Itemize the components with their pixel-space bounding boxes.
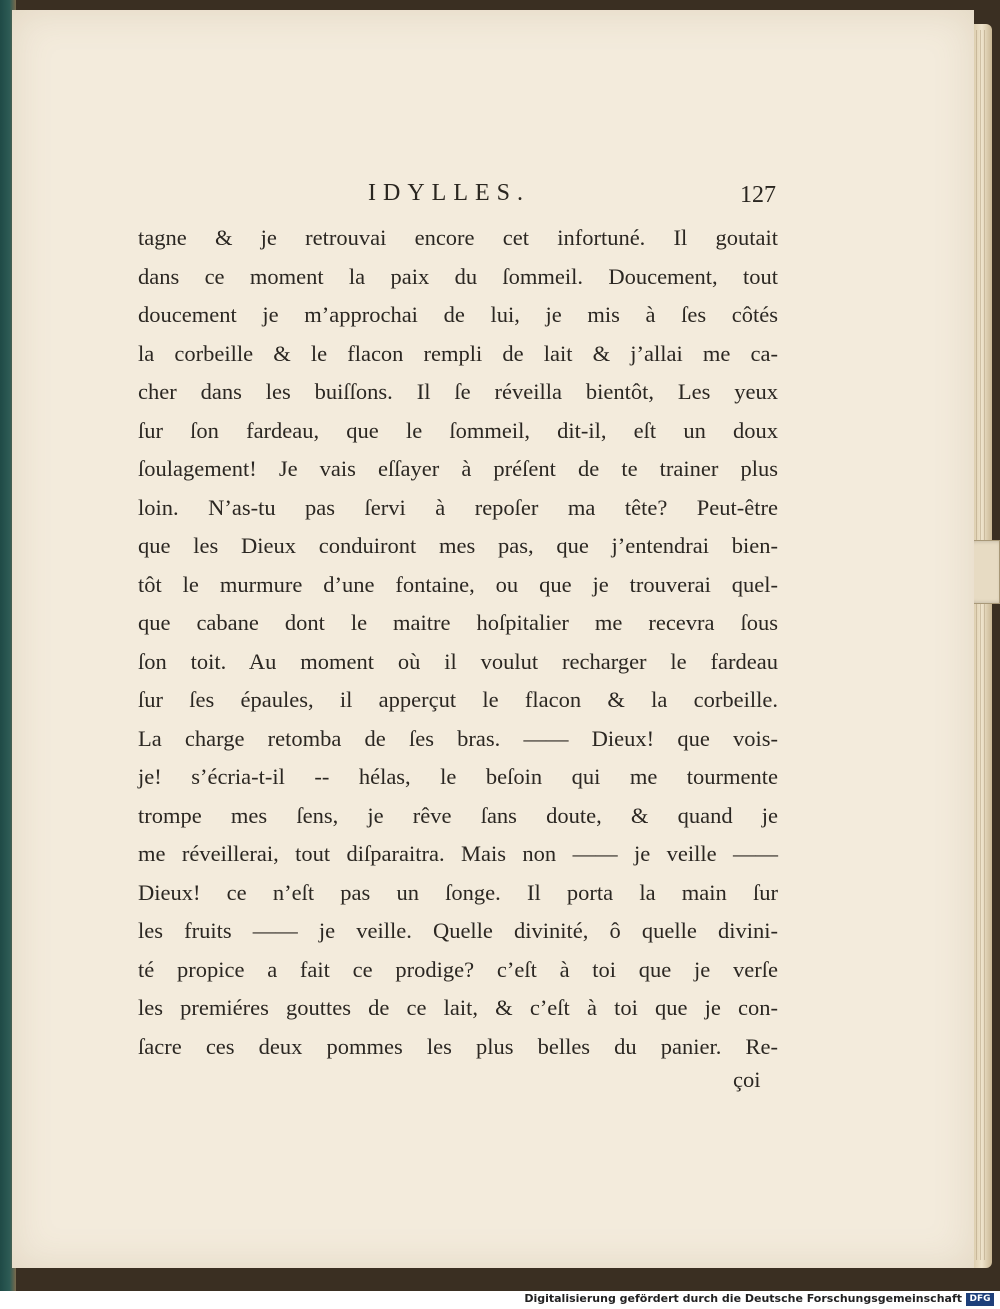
text-line: trompe mes ſens, je rêve ſans doute, & quand je [138,802,778,828]
text-line: les fruits —— je veille. Quelle divinité, ô quelle divini- [138,918,778,943]
text-line: cher dans les buiſſons. Il ſe réveilla bientôt, Les yeux [138,379,778,404]
dfg-logo: DFG [966,1293,994,1306]
text-line: ſur ſes épaules, il apperçut le flacon & la corbeille. [138,687,778,712]
digitization-credit: Digitalisierung gefördert durch die Deutsche Forschungsgemeinschaft [524,1292,962,1305]
text-line: ſacre ces deux pommes les plus belles du panier. Re- [138,1033,778,1059]
text-line: dans ce moment la paix du ſommeil. Doucement, tout [138,263,778,289]
text-line: Dieux! ce n’eſt pas un ſonge. Il porta la main ſur [138,879,778,905]
running-title: IDYLLES. [368,180,530,206]
text-line: tagne & je retrouvai encore cet infortuné. Il goutait [138,225,778,250]
catchword: çoi [733,1067,761,1092]
text-line: la corbeille & le flacon rempli de lait & j’allai me ca- [138,340,778,366]
text-line: que les Dieux conduiront mes pas, que j’entendrai bien- [138,533,778,558]
text-line: tôt le murmure d’une fontaine, ou que je trouverai quel- [138,571,778,597]
text-line: ſoulagement! Je vais eſſayer à préſent de te trainer plus [138,456,778,481]
text-line: loin. N’as-tu pas ſervi à repoſer ma tête? Peut-être [138,494,778,520]
text-line: les premiéres gouttes de ce lait, & c’eſt à toi que je con- [138,995,778,1020]
page-number: 127 [740,182,776,208]
text-line: que cabane dont le maitre hoſpitalier me recevra ſous [138,610,778,635]
page-header [0,180,1000,214]
text-line: La charge retomba de ſes bras. —— Dieux! que vois- [138,725,778,751]
text-line: me réveillerai, tout diſparaitra. Mais non —— je veille —— [138,841,778,866]
text-line: doucement je m’approchai de lui, je mis à ſes côtés [138,302,778,327]
text-line: ſur ſon fardeau, que le ſommeil, dit-il, eſt un doux [138,417,778,443]
text-line: ſon toit. Au moment où il voulut recharger le fardeau [138,648,778,674]
text-line: je! s’écria-t-il -- hélas, le beſoin qui me tourmente [138,764,778,789]
text-line: té propice a fait ce prodige? c’eſt à toi que je verſe [138,956,778,982]
body-text [138,221,778,1068]
